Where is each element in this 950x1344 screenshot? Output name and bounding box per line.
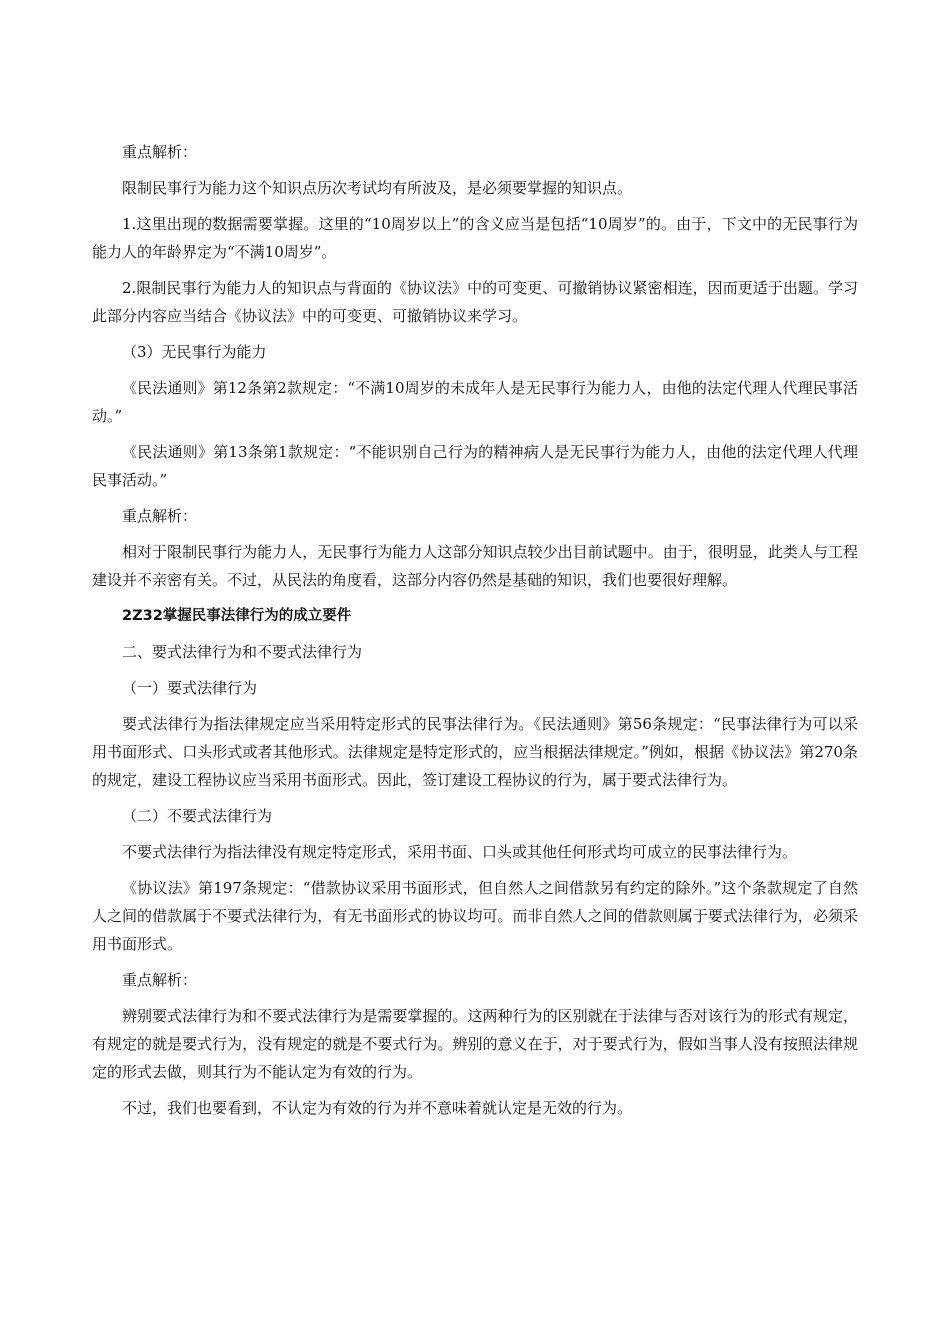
paragraph-formal-act-definition: 要式法律行为指法律规定应当采用特定形式的民事法律行为。《民法通则》第56条规定：“民事法律行为可以采用书面形式、口头形式或者其他形式。法律规定是特定形式的，应当根据法律规定。”例如，根据《协议法》第270条的规定，建设工程协议应当采用书面形式。因此，签订建设工程协议的行为，属于要式法律行为。 — [92, 715, 858, 789]
paragraph-key-analysis: 重点解析： — [122, 143, 198, 161]
section-two-title: 二、要式法律行为和不要式法律行为 — [122, 643, 363, 661]
paragraph-informal-act-definition: 不要式法律行为指法律没有规定特定形式，采用书面、口头或其他任何形式均可成立的民事法律行为。 — [122, 843, 798, 861]
document-body — [92, 138, 858, 1130]
paragraph-no-capacity-analysis: 相对于限制民事行为能力人，无民事行为能力人这部分知识点较少出目前试题中。由于，很明显，此类人与工程建设并不亲密有关。不过，从民法的角度看，这部分内容仍然是基础的知识，我们也要很好理解。 — [92, 543, 858, 589]
paragraph-article-12: 《民法通则》第12条第2款规定：“不满10周岁的未成年人是无民事行为能力人，由他的法定代理人代理民事活动。” — [92, 379, 858, 425]
subsection-1-title: （一）要式法律行为 — [122, 679, 258, 697]
section-heading-2z32: 2Z32掌握民事法律行为的成立要件 — [122, 608, 352, 624]
paragraph-article-13: 《民法通则》第13条第1款规定：“不能识别自己行为的精神病人是无民事行为能力人，由他的法定代理人代理民事活动。” — [92, 443, 858, 489]
paragraph-key-analysis: 重点解析： — [122, 507, 198, 525]
paragraph-closing-note: 不过，我们也要看到，不认定为有效的行为并不意味着就认定是无效的行为。 — [122, 1099, 633, 1117]
paragraph-distinguish-analysis: 辨别要式法律行为和不要式法律行为是需要掌握的。这两种行为的区别就在于法律与否对该行为的形式有规定，有规定的就是要式行为，没有规定的就是不要式行为。辨别的意义在于，对于要式行为，假如当事人没有按照法律规定的形式去做，则其行为不能认定为有效的行为。 — [92, 1007, 858, 1081]
paragraph-limited-capacity-intro: 限制民事行为能力这个知识点历次考试均有所波及，是必须要掌握的知识点。 — [122, 179, 633, 197]
paragraph-article-197: 《协议法》第197条规定：“借款协议采用书面形式，但自然人之间借款另有约定的除外。”这个条款规定了自然人之间的借款属于不要式法律行为，有无书面形式的协议均可。而非自然人之间的借款则属于要式法律行为，必须采用书面形式。 — [92, 879, 858, 953]
subsection-2-title: （二）不要式法律行为 — [122, 807, 273, 825]
section-3-title: （3）无民事行为能力 — [122, 343, 267, 361]
paragraph-point-1: 1.这里出现的数据需要掌握。这里的“10周岁以上”的含义应当是包括“10周岁”的。由于，下文中的无民事行为能力人的年龄界定为“不满10周岁”。 — [92, 215, 858, 261]
paragraph-key-analysis: 重点解析： — [122, 971, 198, 989]
paragraph-point-2: 2.限制民事行为能力人的知识点与背面的《协议法》中的可变更、可撤销协议紧密相连，因而更适于出题。学习此部分内容应当结合《协议法》中的可变更、可撤销协议来学习。 — [92, 279, 858, 325]
